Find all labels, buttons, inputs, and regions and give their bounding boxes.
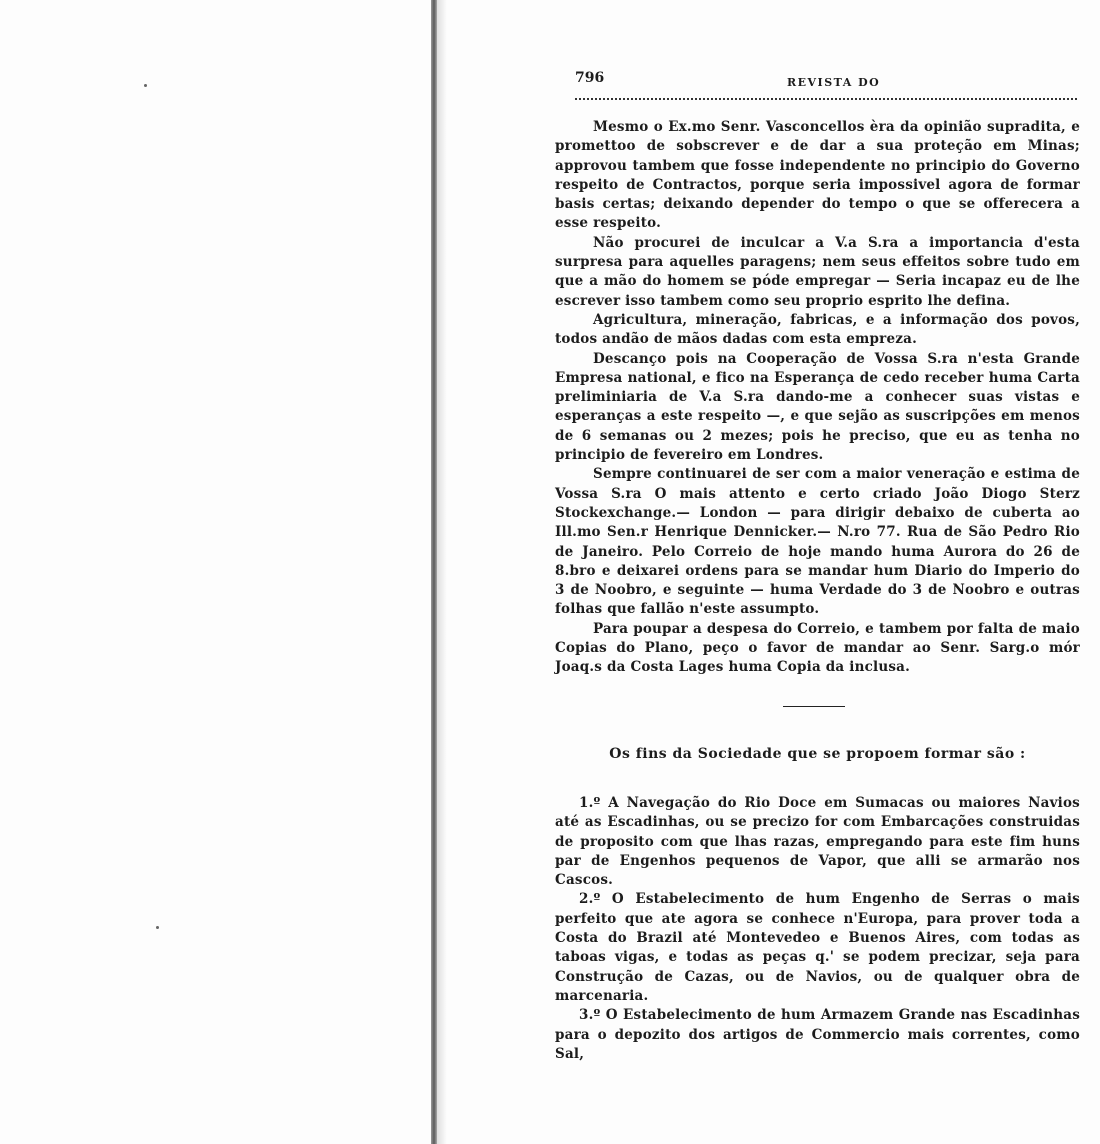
letter-body	[555, 118, 1080, 678]
paragraph: Agricultura, mineração, fabricas, e a informação dos povos, todos andão de mãos dadas com esta empreza.	[555, 311, 1080, 348]
list-item: 2.º O Estabelecimento de hum Engenho de Serras o mais perfeito que ate agora se conhece n'Europa, para prover toda a Costa do Brazil até Montevedeo e Buenos Aires, com todas as taboas vigas, e todas as peças q.' se podem precizar, seja para Construção de Cazas, ou de Navios, ou de qualquer obra de marcenaria.	[555, 891, 1080, 1004]
right-page	[555, 60, 1080, 1062]
section-title: Os fins da Sociedade que se propoem formar são :	[609, 746, 1026, 762]
gutter-shadow	[437, 0, 447, 1144]
aims-list	[555, 794, 1080, 1064]
paragraph: Descanço pois na Cooperação de Vossa S.ra n'esta Grande Empresa national, e fico na Esperança de cedo receber huma Carta preliminiaria de V.a S.ra dando-me a conhecer suas vistas e esperanças a este respeito —, e que sejão as suscripções em menos de 6 semanas ou 2 mezes; pois he preciso, que eu as tenha no principio de fevereiro em Londres.	[555, 350, 1080, 464]
paragraph: Não procurei de inculcar a V.a S.ra a importancia d'esta surpresa para aquelles paragens; nem seus effeitos sobre tudo em que a mão do homem se póde empregar — Seria incapaz eu de lhe escrever isso tambem como seu proprio esprito lhe defina.	[555, 234, 1080, 309]
paragraph: Sempre continuarei de ser com a maior veneração e estima de Vossa S.ra O mais attento e certo criado João Diogo Sterz Stockexchange.— London — para dirigir debaixo de cuberta ao Ill.mo Sen.r Henrique Dennicker.— N.ro 77. Rua de São Pedro Rio de Janeiro. Pelo Correio de hoje mando huma Aurora do 26 de 8.bro e deixarei ordens para se mandar hum Diario do Imperio do 3 de Noobro, e seguinte — huma Verdade do 3 de Noobro e outras folhas que fallão n'este assumpto.	[555, 466, 1080, 618]
paper-speck	[156, 926, 159, 929]
list-item: 1.º A Navegação do Rio Doce em Sumacas ou maiores Navios até as Escadinhas, ou se precizo for com Embarcações construidas de proposito com que lhas razas, empregando para este fim huns par de Engenhos pequenos de Vapor, que alli se armarão nos Cascos.	[555, 795, 1080, 889]
paragraph: Mesmo o Ex.mo Senr. Vasconcellos èra da opinião supradita, e promettoo de sobscrever e de dar a sua proteção em Minas; approvou tambem que fosse independente no principio do Governo respeito de Contractos, porque seria impossivel agora de formar basis certas; deixando depender do tempo o que se offerecera a esse respeito.	[555, 119, 1080, 232]
running-title: REVISTA DO	[787, 76, 881, 89]
paragraph: Para poupar a despesa do Correio, e tambem por falta de maio Copias do Plano, peço o favor de mandar ao Senr. Sarg.o mór Joaq.s da Costa Lages huma Copia da inclusa.	[555, 620, 1080, 676]
list-item: 3.º O Estabelecimento de hum Armazem Grande nas Escadinhas para o depozito dos artigos de Commercio mais correntes, como Sal,	[555, 1007, 1080, 1062]
section-divider	[783, 706, 845, 707]
running-header	[555, 60, 1080, 96]
page-number: 796	[575, 70, 605, 86]
paper-speck	[144, 84, 147, 87]
header-rule	[575, 98, 1077, 100]
